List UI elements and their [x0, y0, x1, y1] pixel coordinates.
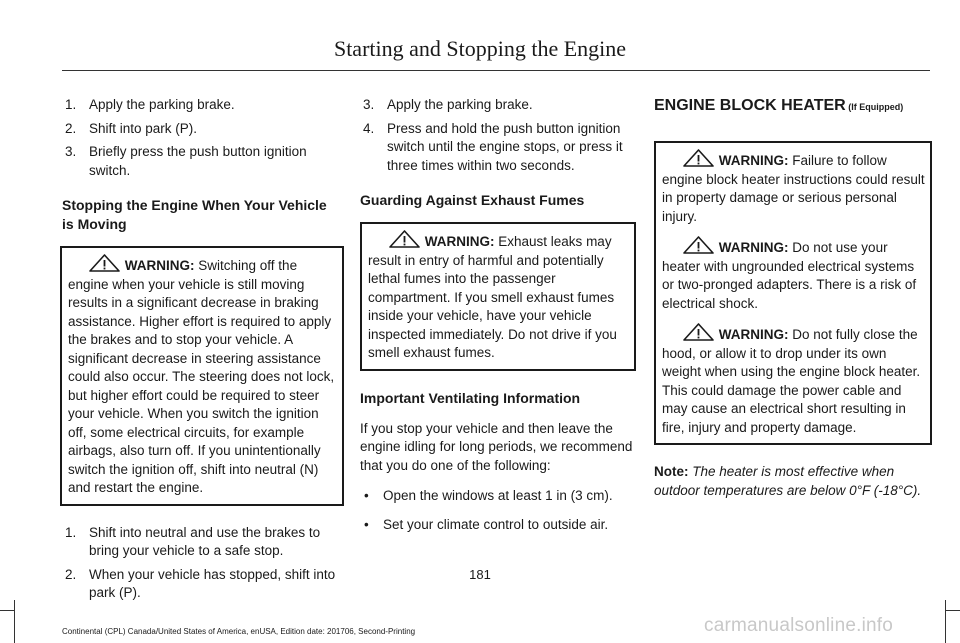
column-middle [360, 96, 636, 544]
warning-triangle-icon [682, 323, 715, 341]
corner-mark [14, 600, 15, 643]
warning-box [654, 141, 932, 445]
warning-text: WARNING: Switching off the engine when your vehicle is still moving results in a significant decrease in braking assistance. Higher effort is required to apply the brakes and to stop your vehicle. A significant decrease in steering assistance could also occur. The steering does not lock, but higher effort could be required to steer your vehicle. When you switch the ignition off, some electrical circuits, for example airbags, also turn off. If you unintentionally switch the ignition off, shift into neutral (N) and restart the engine. [68, 254, 338, 498]
warning-text: WARNING: Exhaust leaks may result in entry of harmful and potentially lethal fumes into the passenger compartment. If you smell exhaust fumes inside your vehicle, have your vehicle inspected immediately. Do not drive if you smell exhaust fumes. [368, 230, 630, 363]
list-item: 2. Shift into park (P). [65, 120, 198, 136]
page-number: 181 [469, 567, 491, 582]
paragraph: If you stop your vehicle and then leave the engine idling for long periods, we recommend that you do one of the following: [360, 420, 633, 473]
bullet-list [360, 487, 636, 534]
list-item: • Set your climate control to outside air. [360, 516, 636, 535]
section-heading-stopping-engine: Stopping the Engine When Your Vehicle is Moving [62, 197, 327, 232]
watermark: carmanualsonline.info [704, 615, 894, 636]
bullet: • [364, 488, 369, 503]
footer-edition-info: Continental (CPL) Canada/United States of America, enUSA, Edition date: 201706, Second-Printing [62, 627, 416, 636]
bullet: • [364, 516, 369, 532]
list-item: 2. When your vehicle has stopped, shift into park (P). [65, 566, 336, 600]
warning-triangle-icon [682, 236, 715, 254]
warning-text: WARNING: Do not fully close the hood, or allow it to drop under its own weight when using the engine block heater. This could damage the power cable and may cause an electrical short resulting in fire, injury and property damage. [662, 323, 926, 437]
warning-text: WARNING: Do not use your heater with ungrounded electrical systems or two-pronged adapters. There is a risk of electrical shock. [662, 236, 926, 313]
section-heading-engine-block-heater: ENGINE BLOCK HEATER (If Equipped) [654, 97, 904, 114]
warning-text: WARNING: Failure to follow engine block heater instructions could result in property damage or serious personal injury. [662, 149, 926, 226]
corner-mark [946, 610, 960, 611]
steps-list-a [62, 96, 340, 180]
column-right [654, 96, 932, 500]
warning-triangle-icon [388, 230, 421, 248]
section-heading-exhaust-fumes: Guarding Against Exhaust Fumes [360, 192, 585, 208]
section-heading-ventilating: Important Ventilating Information [360, 389, 581, 406]
warning-box [360, 222, 636, 371]
list-item: 3. Apply the parking brake. [363, 97, 533, 112]
corner-mark [0, 610, 14, 611]
warning-triangle-icon [682, 149, 715, 167]
column-left [62, 96, 340, 608]
list-item: 1. Shift into neutral and use the brakes to bring your vehicle to a safe stop. [65, 524, 321, 558]
corner-mark [945, 600, 946, 643]
list-item: 4. Press and hold the push button ignition switch until the engine stops, or press it three times within two seconds. [363, 120, 623, 173]
note: Note: The heater is most effective when outdoor temperatures are below 0°F (-18°C). [654, 464, 922, 498]
page-header-title: Starting and Stopping the Engine [333, 36, 627, 61]
header-divider [62, 70, 930, 71]
list-item: 3. Briefly press the push button ignition switch. [65, 144, 307, 178]
warning-box [60, 246, 344, 506]
warning-triangle-icon [88, 254, 121, 272]
steps-list-b [62, 524, 340, 603]
list-item: • Open the windows at least 1 in (3 cm). [360, 487, 636, 506]
steps-list-c [360, 96, 636, 175]
list-item: 1. Apply the parking brake. [65, 97, 235, 112]
